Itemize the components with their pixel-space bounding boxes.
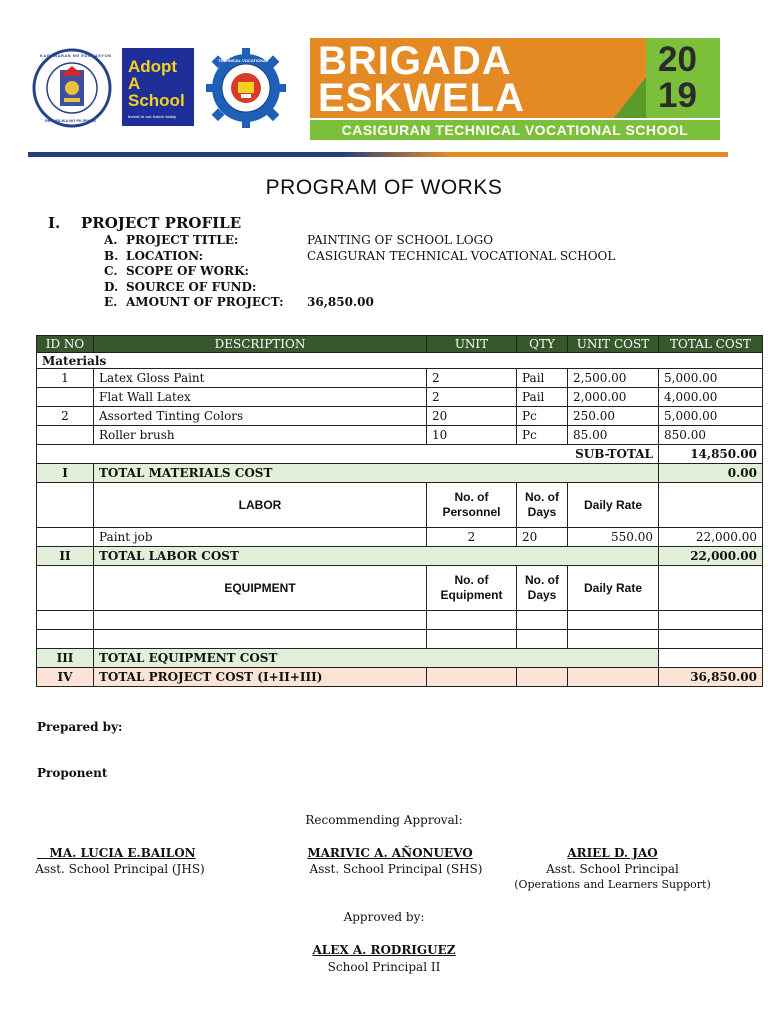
deped-seal-bottom-text: REPUBLIKA NG PILIPINAS (45, 118, 96, 123)
profile-key: E. (104, 295, 118, 309)
profile-row-location (104, 249, 615, 265)
total-equipment-id: III (37, 649, 94, 668)
section-number: I. (48, 214, 61, 232)
profile-label: LOCATION: (126, 248, 204, 263)
materials-label: Materials (37, 353, 763, 369)
cell-unit: 20 (427, 407, 517, 426)
total-labor-label: TOTAL LABOR COST (94, 547, 659, 566)
cell-description: Assorted Tinting Colors (94, 407, 427, 426)
cell-unit: 10 (427, 426, 517, 445)
column-header: UNIT COST (568, 336, 659, 353)
table-header-row (37, 336, 763, 353)
profile-key: C. (104, 264, 118, 278)
banner-word-brigada: BRIGADA (318, 39, 512, 83)
deped-seal-logo (28, 48, 116, 128)
empty-cell (37, 483, 94, 528)
signatory-name-shs: MARIVIC A. AÑONUEVO (307, 846, 473, 860)
total-equipment-row (37, 649, 763, 668)
labor-col-days: No. of Days (517, 483, 568, 528)
cell-qty: Pail (517, 388, 568, 407)
total-labor-value: 22,000.00 (659, 547, 763, 566)
empty-cell (37, 566, 94, 611)
cell-unit-cost: 85.00 (568, 426, 659, 445)
profile-label: SOURCE OF FUND: (126, 279, 257, 294)
header (0, 0, 768, 165)
labor-header-row (37, 483, 763, 528)
equipment-col-rate: Daily Rate (568, 566, 659, 611)
table-row (37, 611, 763, 630)
profile-row-title (104, 233, 615, 249)
cell-description: Latex Gloss Paint (94, 369, 427, 388)
cell-daily-rate: 550.00 (568, 528, 659, 547)
empty-cell (37, 528, 94, 547)
sig1-name: MA. LUCIA E.BAILON (49, 846, 196, 860)
profile-key: B. (104, 248, 119, 263)
cell-total-cost: 5,000.00 (659, 407, 763, 426)
total-project-row (37, 668, 763, 687)
signatory-subtitle-operations: (Operations and Learners Support) (514, 878, 711, 891)
empty-cell (659, 566, 763, 611)
equipment-header-row (37, 566, 763, 611)
profile-row-amount (104, 295, 615, 311)
column-header: UNIT (427, 336, 517, 353)
table-row (37, 388, 763, 407)
total-labor-id: II (37, 547, 94, 566)
cell-description: Roller brush (94, 426, 427, 445)
total-project-label: TOTAL PROJECT COST (I+II+III) (94, 668, 427, 687)
table-row (37, 407, 763, 426)
profile-value: PAINTING OF SCHOOL LOGO (307, 233, 494, 247)
deped-seal-text: KAGAWARAN NG EDUKASYON (40, 53, 112, 58)
signatory-title-jhs: Asst. School Principal (JHS) (35, 862, 205, 876)
cell-qty: Pc (517, 407, 568, 426)
program-of-works-table (36, 335, 763, 687)
banner-year-bottom: 19 (658, 76, 697, 115)
total-materials-value: 0.00 (659, 464, 763, 483)
profile-value: CASIGURAN TECHNICAL VOCATIONAL SCHOOL (307, 248, 616, 263)
cell-description: Paint job (94, 528, 427, 547)
table-row (37, 369, 763, 388)
total-project-id: IV (37, 668, 94, 687)
cell-unit-cost: 250.00 (568, 407, 659, 426)
profile-key: A. (104, 233, 118, 247)
total-materials-row (37, 464, 763, 483)
equipment-heading: EQUIPMENT (94, 566, 427, 611)
total-materials-label: TOTAL MATERIALS COST (94, 464, 659, 483)
section-title: PROJECT PROFILE (81, 214, 242, 232)
empty-cell (517, 668, 568, 687)
cell-qty: Pc (517, 426, 568, 445)
profile-value: 36,850.00 (307, 295, 374, 309)
table-row (37, 426, 763, 445)
adopt-line1: Adopt A (128, 57, 178, 93)
brigada-eskwela-banner (310, 38, 720, 140)
labor-col-rate: Daily Rate (568, 483, 659, 528)
cell-id: 1 (37, 369, 94, 388)
cell-id (37, 388, 94, 407)
equipment-col-count: No. of Equipment (427, 566, 517, 611)
banner-word-eskwela: ESKWELA (318, 76, 525, 120)
principal-title: School Principal II (327, 960, 441, 974)
total-project-value: 36,850.00 (659, 668, 763, 687)
cell-total-cost: 22,000.00 (659, 528, 763, 547)
cell-days: 20 (517, 528, 568, 547)
total-materials-id: I (37, 464, 94, 483)
signatory-title-shs: Asst. School Principal (SHS) (309, 862, 483, 876)
signatory-title-operations: Asst. School Principal (546, 862, 679, 876)
page-title: PROGRAM OF WORKS (265, 176, 503, 199)
column-header: TOTAL COST (659, 336, 763, 353)
header-divider (28, 152, 728, 157)
total-labor-row (37, 547, 763, 566)
table-row (37, 528, 763, 547)
section-heading (48, 214, 241, 232)
adopt-line2: School (128, 91, 185, 110)
labor-col-personnel: No. of Personnel (427, 483, 517, 528)
tvs-seal-text: TECHNICAL VOCATIONAL (218, 58, 269, 63)
cell-unit-cost: 2,500.00 (568, 369, 659, 388)
principal-name: ALEX A. RODRIGUEZ (312, 943, 456, 957)
prepared-by-label: Prepared by: (37, 720, 123, 734)
empty-cell (659, 483, 763, 528)
column-header: QTY (517, 336, 568, 353)
cell-unit-cost: 2,000.00 (568, 388, 659, 407)
profile-label: PROJECT TITLE: (126, 233, 239, 247)
profile-label: SCOPE OF WORK: (126, 264, 249, 278)
empty-cell (427, 668, 517, 687)
cell-description: Flat Wall Latex (94, 388, 427, 407)
cell-total-cost: 850.00 (659, 426, 763, 445)
signatory-name-operations: ARIEL D. JAO (567, 846, 658, 860)
cell-unit: 2 (427, 369, 517, 388)
recommending-label: Recommending Approval: (305, 813, 463, 827)
signatory-name-jhs (37, 846, 196, 860)
cell-id (37, 426, 94, 445)
labor-heading: LABOR (94, 483, 427, 528)
profile-label: AMOUNT OF PROJECT: (126, 295, 284, 309)
cell-personnel: 2 (427, 528, 517, 547)
cell-qty: Pail (517, 369, 568, 388)
banner-school-name: CASIGURAN TECHNICAL VOCATIONAL SCHOOL (310, 120, 720, 140)
cell-total-cost: 5,000.00 (659, 369, 763, 388)
cell-id: 2 (37, 407, 94, 426)
equipment-col-days: No. of Days (517, 566, 568, 611)
column-header: ID NO (37, 336, 94, 353)
empty-cell (568, 668, 659, 687)
materials-label-row (37, 353, 763, 369)
adopt-tagline: Invest in our future today (128, 114, 177, 119)
subtotal-value: 14,850.00 (659, 445, 763, 464)
cell-total-cost: 4,000.00 (659, 388, 763, 407)
cell-unit: 2 (427, 388, 517, 407)
total-equipment-value (659, 649, 763, 668)
total-equipment-label: TOTAL EQUIPMENT COST (94, 649, 659, 668)
banner-year-top: 20 (658, 40, 697, 79)
table-row (37, 630, 763, 649)
adopt-a-school-logo (122, 48, 194, 126)
proponent-label: Proponent (37, 766, 108, 780)
profile-row-scope (104, 264, 615, 280)
approved-by-label: Approved by: (343, 910, 425, 924)
subtotal-label: SUB-TOTAL (37, 445, 659, 464)
profile-key: D. (104, 279, 119, 294)
project-profile (104, 233, 615, 311)
column-header: DESCRIPTION (94, 336, 427, 353)
profile-row-fund (104, 280, 615, 296)
subtotal-row (37, 445, 763, 464)
